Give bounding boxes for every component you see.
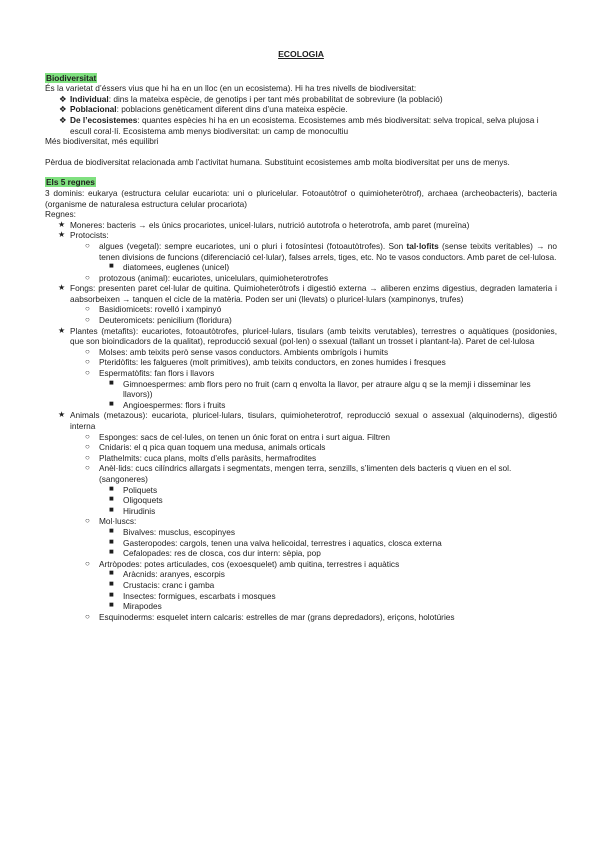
biodiversitat-intro: És la varietat d’éssers vius que hi ha en un lloc (en un ecosistema). Hi ha tres nivells de biodiversitat:: [45, 83, 417, 94]
square-bullet-icon: ■: [109, 578, 114, 588]
circle-bullet-icon: ○: [85, 272, 90, 282]
square-bullet-icon: ■: [109, 398, 114, 408]
list-item: ○ Artròpodes: potes articulades, cos (exoesquelet) amb quitina, terrestres i aquàtics: [85, 558, 400, 569]
kingdom-protoctists: ★ Protocists:: [58, 230, 109, 241]
list-item: ○ Cnidaris: el q pica quan toquem una medusa, animals orticals: [85, 442, 326, 453]
circle-bullet-icon: ○: [85, 315, 90, 325]
square-bullet-icon: ■: [109, 494, 114, 504]
list-item: ■ Oligoquets: [109, 494, 163, 506]
kingdom-monera: ★ Moneres: bacteris → els únics procariotes, unicel·lulars, nutrició autotrofa o heterotrofa, amb paret (mureïna): [58, 219, 470, 230]
regnes-intro: 3 dominis: eukarya (estructura celular eucariota: uni o pluricelular. Fotoautòtrof o quimioheteròtrof), archaea (archeobacteris), bacteria (organisme de naturalesa estructura celular procariota): [45, 187, 557, 209]
circle-bullet-icon: ○: [85, 346, 90, 356]
star-bullet-icon: ★: [58, 219, 66, 229]
circle-bullet-icon: ○: [85, 452, 90, 462]
diamond-bullet-icon: ❖: [59, 104, 67, 115]
list-item: ■ diatomees, euglenes (unicel): [109, 261, 230, 273]
list-item: ■ Mirapodes: [109, 600, 162, 612]
list-item: ■ Aràcnids: aranyes, escorpis: [109, 568, 225, 580]
document-content: [45, 49, 557, 622]
circle-bullet-icon: ○: [85, 357, 90, 367]
list-item: ○ Esponges: sacs de cel·lules, on tenen un ónic forat on entra i surt aigua. Filtren: [85, 431, 391, 442]
regnes-label: Regnes:: [45, 209, 76, 220]
star-bullet-icon: ★: [58, 283, 66, 293]
circle-bullet-icon: ○: [85, 442, 90, 452]
list-item: ■ Cefalopades: res de closca, cos dur intern: sèpia, pop: [109, 547, 321, 559]
list-item: ○ Deuteromicets: penicilium (floridura): [85, 315, 232, 326]
biodiversitat-loss: Pèrdua de biodiversitat relacionada amb l’activitat humana. Substituint ecosistemes amb molta biodiversitat per uns de menys.: [45, 156, 510, 167]
square-bullet-icon: ■: [109, 377, 114, 387]
list-item: ○ algues (vegetal): sempre eucariotes, uni o pluri i fotosíntesi (fotoautòtrofes). Son tal·lofits (sense teixits veritables) → no tenen divisions de funcions (diferenciació cel·lular), falses arrels, tiges, etc. No te vasos conductors. Amb paret de cel·lulosa.: [85, 240, 557, 262]
heading-regnes: Els 5 regnes: [46, 177, 95, 188]
section-biodiversitat: [45, 73, 557, 168]
circle-bullet-icon: ○: [85, 611, 90, 621]
list-item: ❖ Poblacional: poblacions genèticament diferent dins d’una mateixa espècie.: [59, 104, 348, 115]
list-item: ❖ De l’ecosistemes: quantes espècies hi ha en un ecosistema. Ecosistemes amb més biodiversitat: selva tropical, selva plujosa i escull coral·lí. Ecosistema amb menys biodiversitat: un camp de monocultiu: [59, 114, 539, 136]
list-item: ○ Molses: amb teixits però sense vasos conductors. Ambients ombrígols i humits: [85, 346, 389, 357]
list-item: ❖ Individual: dins la mateixa espècie, de genotips i per tant més probabilitat de sobreviure (la població): [59, 93, 443, 104]
circle-bullet-icon: ○: [85, 304, 90, 314]
square-bullet-icon: ■: [109, 568, 114, 578]
biodiversity-levels-list: [45, 94, 557, 136]
square-bullet-icon: ■: [109, 600, 114, 610]
circle-bullet-icon: ○: [85, 431, 90, 441]
list-item: ○ Esquinoderms: esquelet intern calcaris: estrelles de mar (grans depredadors), eriçons, holotúries: [85, 611, 455, 622]
circle-bullet-icon: ○: [85, 240, 90, 250]
biodiversitat-after: Més biodiversitat, més equilibri: [45, 136, 159, 147]
square-bullet-icon: ■: [109, 547, 114, 557]
list-item: ○ Plathelmits: cuca plans, molts d’ells paràsits, hermafrodites: [85, 452, 317, 463]
list-item: ○ Pteridòfits: les falgueres (molt primitives), amb teixits conductors, en zones humides i fresques: [85, 357, 446, 368]
list-item: ○ Espermatòfits: fan flors i llavors: [85, 368, 215, 379]
square-bullet-icon: ■: [109, 589, 114, 599]
star-bullet-icon: ★: [58, 230, 66, 240]
kingdom-plantes: ★ Plantes (metafits): eucariotes, fotoautòtrofes, pluricel·lulars, tisulars (amb teixits verutables), terrestres o aquàtiques (posidonies, que son bioindicadors de la qualitat), reproducció sexual (pol·len) o ssexual (tallant un trosset i plantant-la). Paret de cel·lulosa: [58, 325, 557, 347]
square-bullet-icon: ■: [109, 261, 114, 271]
circle-bullet-icon: ○: [85, 558, 90, 568]
list-item: ■ Bivalves: musclus, escopinyes: [109, 525, 236, 537]
circle-bullet-icon: ○: [85, 368, 90, 378]
circle-bullet-icon: ○: [85, 516, 90, 526]
list-item: ○ protozous (animal): eucariotes, unicelulars, quimioheterotrofes: [85, 272, 329, 283]
diamond-bullet-icon: ❖: [59, 93, 67, 104]
star-bullet-icon: ★: [58, 410, 66, 420]
section-regnes: [45, 177, 557, 622]
list-item: ○ Mol·luscs:: [85, 516, 137, 527]
list-item: ○ Basidiomicets: rovelló i xampinyó: [85, 304, 222, 315]
list-item: ■ Poliquets: [109, 483, 158, 495]
list-item: ○ Anèl·lids: cucs cilíndrics allargats i segmentats, mengen terra, senzills, s’limenten dels bacteris q viuen en el sol. (sangoneres): [85, 463, 512, 484]
kingdom-animals: ★ Animals (metazous): eucariota, pluricel·lulars, tisulars, quimioheterotrof, reproducció sexual o assexual (alquinoderns), digestió interna: [58, 410, 557, 431]
square-bullet-icon: ■: [109, 525, 114, 535]
list-item: ■ Crustacis: cranc i gamba: [109, 578, 215, 590]
circle-bullet-icon: ○: [85, 463, 90, 473]
list-item: ■ Angioespermes: flors i fruits: [109, 398, 226, 410]
list-item: ■ Insectes: formigues, escarbats i mosques: [109, 589, 276, 601]
square-bullet-icon: ■: [109, 483, 114, 493]
kingdom-fongs: ★ Fongs: presenten paret cel·lular de quitina. Quimioheteròtrofs i digestió externa → aliberen enzims digestius, degraden lamateria i aabsorbeixen → tanquen el cicle de la matèria. Poden ser uni (llevats) o pluricel·lulars (xampinonys, trufes): [58, 283, 557, 304]
square-bullet-icon: ■: [109, 504, 114, 514]
diamond-bullet-icon: ❖: [59, 114, 67, 125]
heading-biodiversitat: Biodiversitat: [46, 72, 97, 83]
page-title: ECOLOGIA: [278, 49, 324, 59]
square-bullet-icon: ■: [109, 536, 114, 546]
kingdoms-list: [45, 220, 557, 241]
list-item: ■ Gimnoespermes: amb flors pero no fruit (carn q envolta la llavor, per atraure algu q se la memji i disseminar les llavors)): [109, 377, 531, 400]
list-item: ■ Gasteropodes: cargols, tenen una valva helicoidal, terrestres i aquatics, closca externa: [109, 536, 442, 548]
star-bullet-icon: ★: [58, 325, 66, 335]
list-item: ■ Hirudinis: [109, 504, 156, 516]
